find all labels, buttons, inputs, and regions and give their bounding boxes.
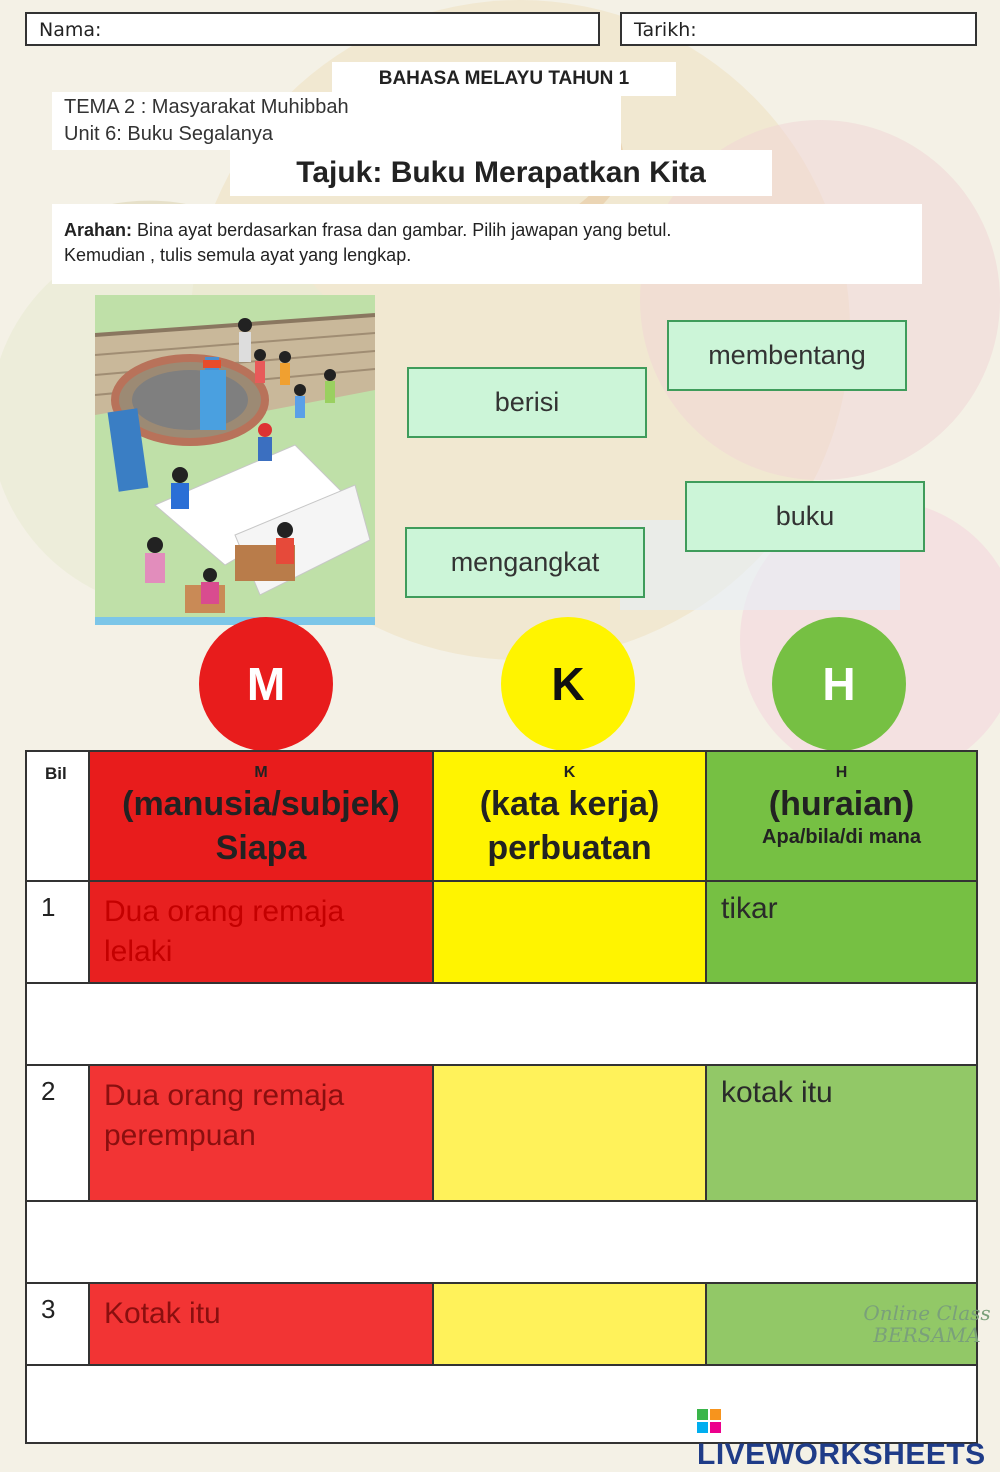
row-subject	[89, 1065, 433, 1201]
header-m-title: (manusia/subjek)	[122, 785, 400, 823]
row-number: 3	[26, 1283, 89, 1365]
row-subject	[89, 881, 433, 983]
online-class-watermark	[862, 1302, 992, 1346]
instructions-line2: Kemudian , tulis semula ayat yang lengkap.	[64, 245, 412, 265]
circle-h: H	[772, 617, 906, 751]
word-card-buku[interactable]: buku	[685, 481, 925, 552]
header-h	[706, 751, 977, 881]
header-h-letter: H	[835, 764, 848, 781]
liveworksheets-logo	[697, 1404, 1000, 1472]
row-subject-line2: perempuan	[104, 1119, 256, 1152]
circle-k: K	[501, 617, 635, 751]
row-description: tikar	[706, 881, 977, 983]
table-row-3	[26, 1283, 977, 1365]
row-number: 2	[26, 1065, 89, 1201]
tarikh-field[interactable]	[620, 12, 977, 46]
header-m-letter: M	[254, 764, 268, 781]
tarikh-label: Tarikh:	[634, 19, 697, 41]
header-k	[433, 751, 706, 881]
row-description: kotak itu	[706, 1065, 977, 1201]
header-h-title: (huraian)	[768, 785, 915, 823]
table-row-2	[26, 1065, 977, 1201]
header-k-sub: perbuatan	[487, 829, 652, 867]
liveworksheets-icon	[697, 1409, 721, 1433]
answer-row-1	[26, 983, 977, 1065]
online-class-line1: Online Class	[863, 1301, 991, 1325]
row-subject	[89, 1283, 433, 1365]
row-verb-dropzone[interactable]	[433, 1283, 706, 1365]
word-card-berisi[interactable]: berisi	[407, 367, 647, 438]
instructions	[52, 204, 922, 284]
row-verb-dropzone[interactable]	[433, 881, 706, 983]
table-row-1	[26, 881, 977, 983]
row-number: 1	[26, 881, 89, 983]
scene-illustration	[95, 295, 375, 625]
header-bil: Bil	[26, 751, 89, 881]
unit-text: Unit 6: Buku Segalanya	[64, 123, 274, 145]
subject-title: BAHASA MELAYU TAHUN 1	[332, 62, 676, 96]
online-class-line2: BERSAMA	[873, 1323, 981, 1347]
row-subject-line1: Dua orang remaja	[104, 895, 345, 928]
mkh-table	[25, 750, 978, 1444]
header-m	[89, 751, 433, 881]
tema-text: TEMA 2 : Masyarakat Muhibbah	[64, 96, 349, 118]
answer-row-2	[26, 1201, 977, 1283]
circle-m: M	[199, 617, 333, 751]
word-card-membentang[interactable]: membentang	[667, 320, 907, 391]
answer-input-1[interactable]	[26, 983, 977, 1065]
row-verb-dropzone[interactable]	[433, 1065, 706, 1201]
tajuk-title: Tajuk: Buku Merapatkan Kita	[230, 150, 772, 196]
answer-input-2[interactable]	[26, 1201, 977, 1283]
nama-label: Nama:	[39, 19, 102, 41]
instructions-label: Arahan:	[64, 220, 133, 240]
instructions-line1: Bina ayat berdasarkan frasa dan gambar. Pilih jawapan yang betul.	[137, 220, 672, 240]
header-h-sub: Apa/bila/di mana	[762, 826, 921, 848]
header-k-letter: K	[563, 764, 576, 781]
word-card-mengangkat[interactable]: mengangkat	[405, 527, 645, 598]
table-header-row	[26, 751, 977, 881]
nama-field[interactable]	[25, 12, 600, 46]
row-subject-line1: Kotak itu	[104, 1297, 221, 1330]
row-subject-line1: Dua orang remaja	[104, 1079, 345, 1112]
liveworksheets-text: LIVEWORKSHEETS	[697, 1438, 986, 1471]
row-subject-line2: lelaki	[104, 935, 173, 968]
header-m-sub: Siapa	[215, 829, 307, 867]
header-k-title: (kata kerja)	[479, 785, 660, 823]
scene-illustration-svg	[95, 295, 375, 625]
tema-block	[52, 92, 621, 150]
